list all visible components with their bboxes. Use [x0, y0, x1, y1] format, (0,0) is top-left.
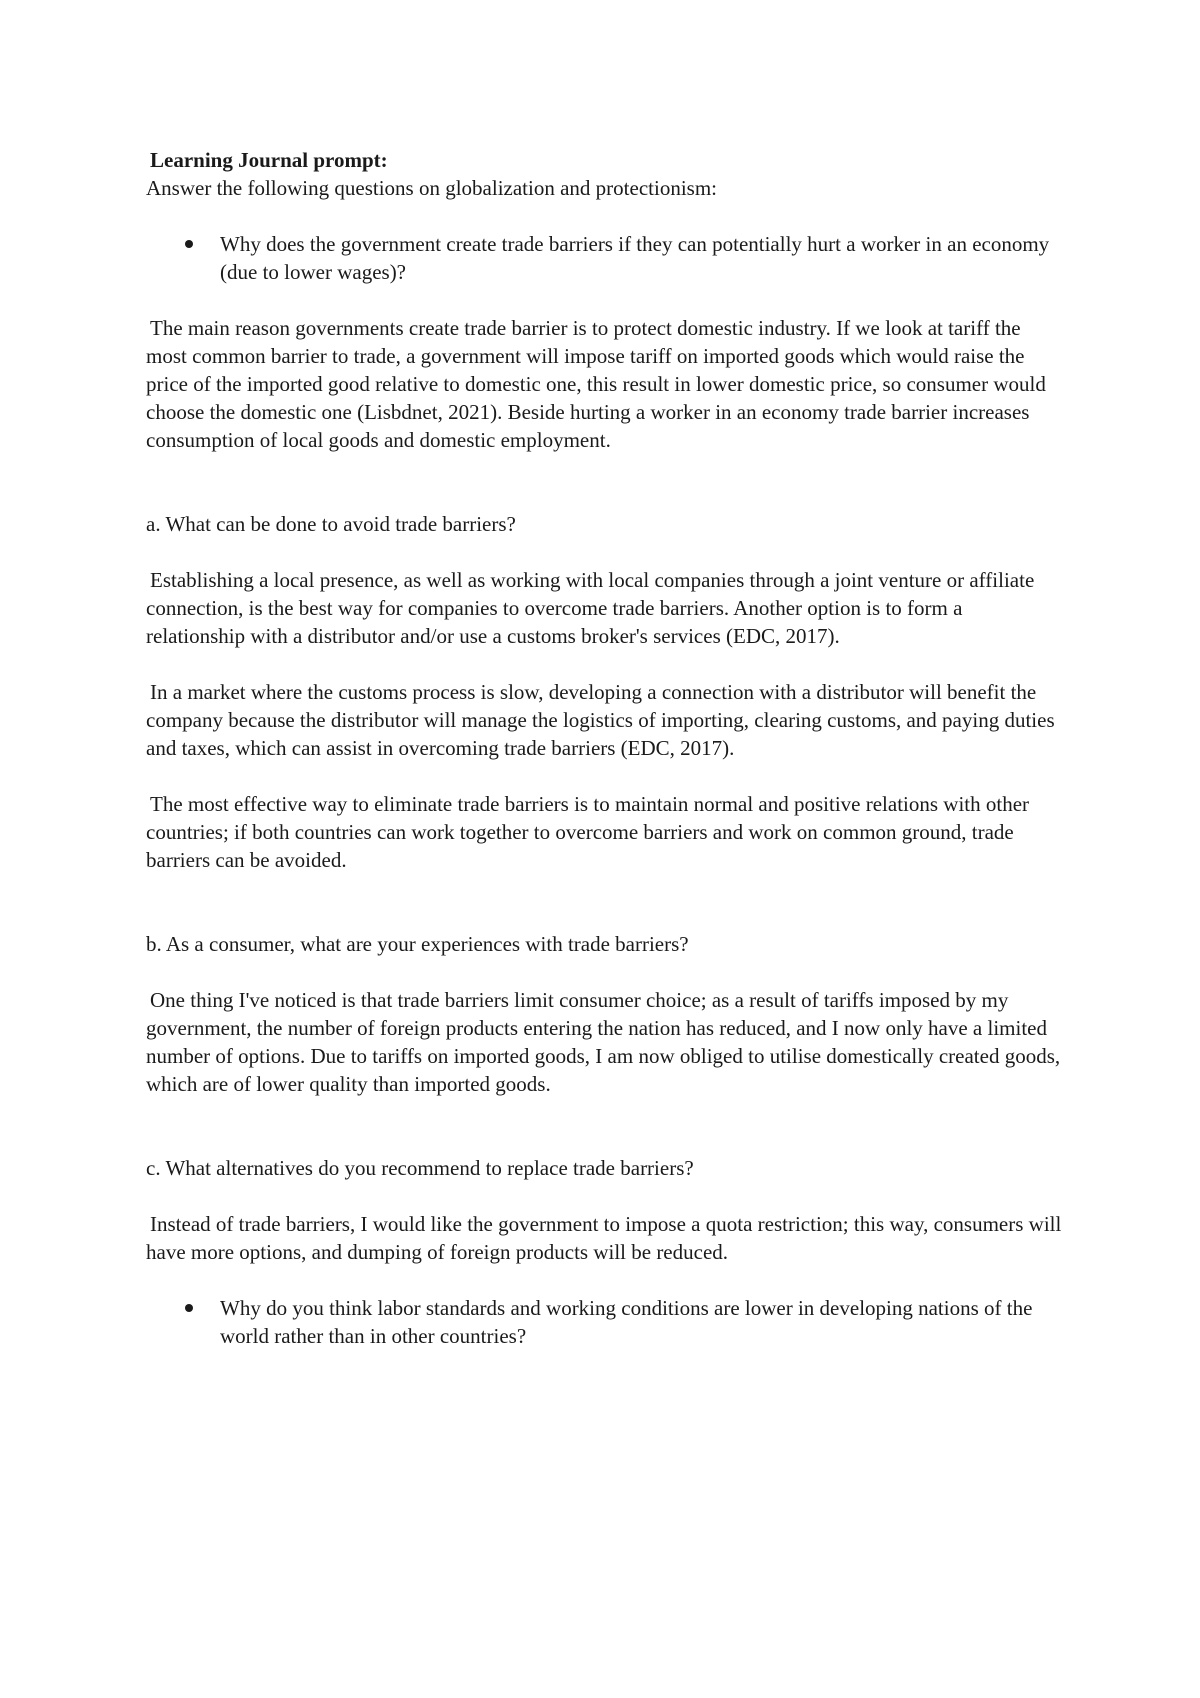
answer-a-paragraph-2: In a market where the customs process is slow, developing a connection with a distributor will benefit the company because the distributor will manage the logistics of importing, clearing customs, and paying duties and taxes, which can assist in overcoming trade barriers (EDC, 2017). — [146, 680, 1055, 760]
journal-heading: Learning Journal prompt: — [150, 148, 388, 172]
intro-text: Answer the following questions on globalization and protectionism: — [146, 176, 717, 200]
question-c: c. What alternatives do you recommend to replace trade barriers? — [146, 1156, 694, 1180]
question-b: b. As a consumer, what are your experiences with trade barriers? — [146, 932, 689, 956]
bullet-question-1-text: Why does the government create trade barriers if they can potentially hurt a worker in an economy (due to lower wages)? — [220, 232, 1050, 284]
answer-b-paragraph: One thing I've noticed is that trade barriers limit consumer choice; as a result of tariffs imposed by my government, the number of foreign products entering the nation has reduced, and I now only have a limited number of options. Due to tariffs on imported goods, I am now obliged to utilise domestically created goods, which are of lower quality than imported goods. — [146, 988, 1061, 1096]
bullet-dot-icon — [185, 240, 193, 248]
answer-1-paragraph: The main reason governments create trade barrier is to protect domestic industry. If we look at tariff the most common barrier to trade, a government will impose tariff on imported goods which would raise the price of the imported good relative to domestic one, this result in lower domestic price, so consumer would choose the domestic one (Lisbdnet, 2021). Beside hurting a worker in an economy trade barrier increases consumption of local goods and domestic employment. — [146, 316, 1046, 452]
answer-c-paragraph: Instead of trade barriers, I would like the government to impose a quota restriction; this way, consumers will have more options, and dumping of foreign products will be reduced. — [146, 1212, 1062, 1264]
bullet-question-1 — [146, 230, 1066, 286]
document-body — [146, 146, 1066, 1350]
bullet-question-2 — [146, 1294, 1066, 1350]
answer-a-paragraph-1: Establishing a local presence, as well as working with local companies through a joint venture or affiliate connection, is the best way for companies to overcome trade barriers. Another option is to form a relationship with a distributor and/or use a customs broker's services (EDC, 2017). — [146, 568, 1035, 648]
bullet-dot-icon — [185, 1304, 193, 1312]
answer-a-paragraph-3: The most effective way to eliminate trade barriers is to maintain normal and positive relations with other countries; if both countries can work together to overcome barriers and work on common ground, trade barriers can be avoided. — [146, 792, 1030, 872]
bullet-question-2-text: Why do you think labor standards and working conditions are lower in developing nations of the world rather than in other countries? — [220, 1296, 1033, 1348]
question-a: a. What can be done to avoid trade barriers? — [146, 512, 516, 536]
